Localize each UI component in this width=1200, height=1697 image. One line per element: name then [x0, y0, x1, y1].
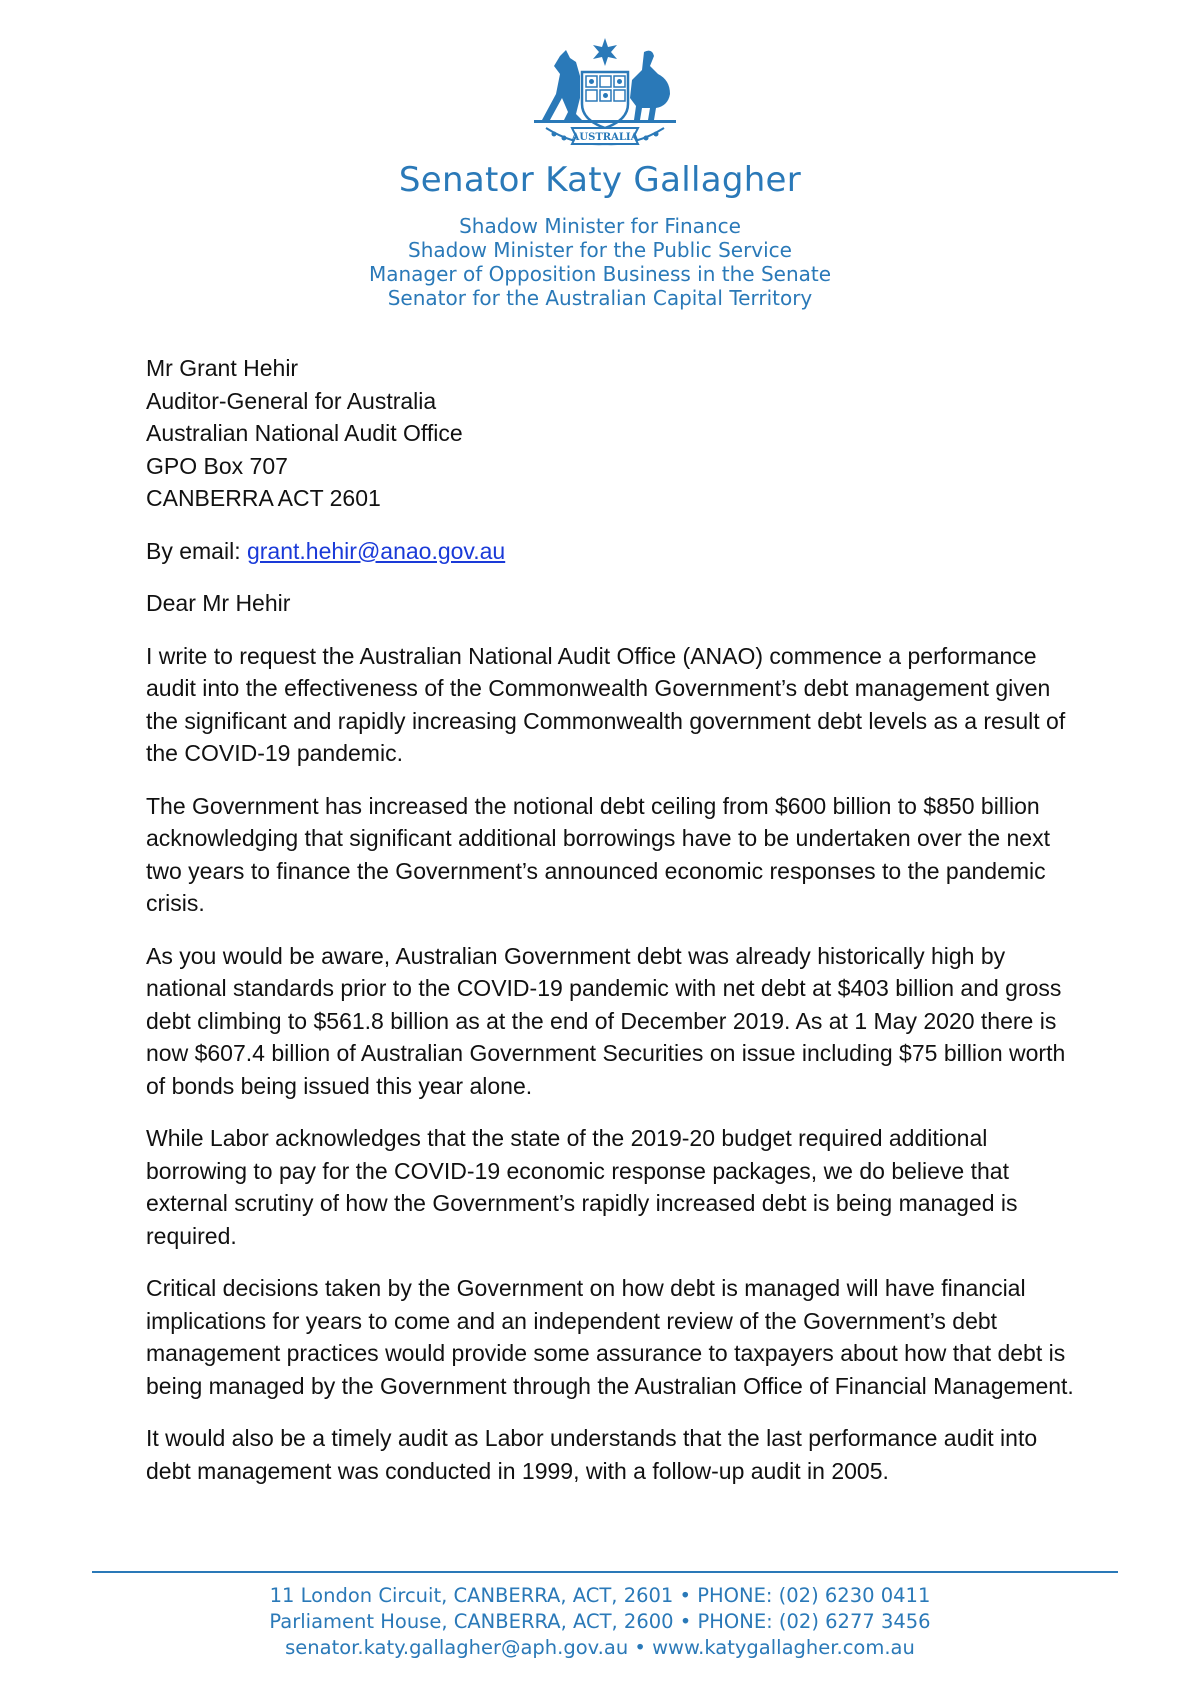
footer-line: senator.katy.gallagher@aph.gov.au • www.katygallagher.com.au — [285, 1636, 915, 1659]
body-paragraph: While Labor acknowledges that the state of the 2019-20 budget required additional borrowing to pay for the COVID-19 economic response packages, we do believe that external scrutiny of how the Government’s rapidly increased debt is being managed is required. — [146, 1125, 1018, 1249]
address-line: Auditor-General for Australia — [146, 387, 437, 414]
email-line — [146, 535, 1076, 568]
body-paragraph: Critical decisions taken by the Government on how debt is managed will have financial implications for years to come and an independent review of the Government’s debt management practices would provide some assurance to taxpayers about how that debt is being managed by the Government through the Australian Office of Financial Management. — [146, 1275, 1074, 1399]
letterhead — [0, 158, 1200, 310]
sender-role: Shadow Minister for the Public Service — [408, 238, 792, 262]
coat-of-arms-crest-icon — [520, 36, 690, 154]
letter-body — [146, 352, 1076, 1507]
salutation: Dear Mr Hehir — [146, 590, 291, 616]
address-line: CANBERRA ACT 2601 — [146, 485, 381, 511]
address-line: Australian National Audit Office — [146, 420, 463, 446]
body-paragraph: The Government has increased the notional debt ceiling from $600 billion to $850 billion acknowledging that significant additional borrowings have to be undertaken over the next two years to finance the Government’s announced economic responses to the pandemic crisis. — [146, 792, 1050, 916]
sender-roles — [0, 214, 1200, 310]
footer-divider — [92, 1571, 1118, 1573]
address-line: Mr Grant Hehir — [146, 355, 299, 381]
sender-role: Shadow Minister for Finance — [459, 214, 741, 238]
body-paragraph: I write to request the Australian National Audit Office (ANAO) commence a performance audit into the effectiveness of the Commonwealth Government’s debt management given the significant and rapidly increasing Commonwealth government debt levels as a result of the COVID-19 pandemic. — [146, 642, 1066, 766]
crest-caption: AUSTRALIA — [571, 132, 639, 143]
address-line: GPO Box 707 — [146, 452, 288, 479]
sender-name: Senator Katy Gallagher — [398, 160, 802, 200]
recipient-address — [146, 352, 1076, 515]
footer-line: 11 London Circuit, CANBERRA, ACT, 2601 • PHONE: (02) 6230 0411 — [269, 1584, 931, 1607]
body-paragraph: It would also be a timely audit as Labor understands that the last performance audit into debt management was conducted in 1999, with a follow-up audit in 2005. — [146, 1425, 1038, 1484]
footer — [0, 1583, 1200, 1661]
sender-role: Manager of Opposition Business in the Senate — [368, 262, 832, 286]
footer-line: Parliament House, CANBERRA, ACT, 2600 • PHONE: (02) 6277 3456 — [269, 1610, 931, 1633]
recipient-email-link[interactable]: grant.hehir@anao.gov.au — [246, 537, 506, 564]
body-paragraph: As you would be aware, Australian Government debt was already historically high by national standards prior to the COVID-19 pandemic with net debt at $403 billion and gross debt climbing to $561.8 billion as at the end of December 2019. As at 1 May 2020 there is now $607.4 billion of Australian Government Securities on issue including $75 billion worth of bonds being issued this year alone. — [146, 942, 1066, 1099]
email-prefix: By email: — [146, 537, 247, 564]
sender-role: Senator for the Australian Capital Territory — [387, 286, 813, 310]
